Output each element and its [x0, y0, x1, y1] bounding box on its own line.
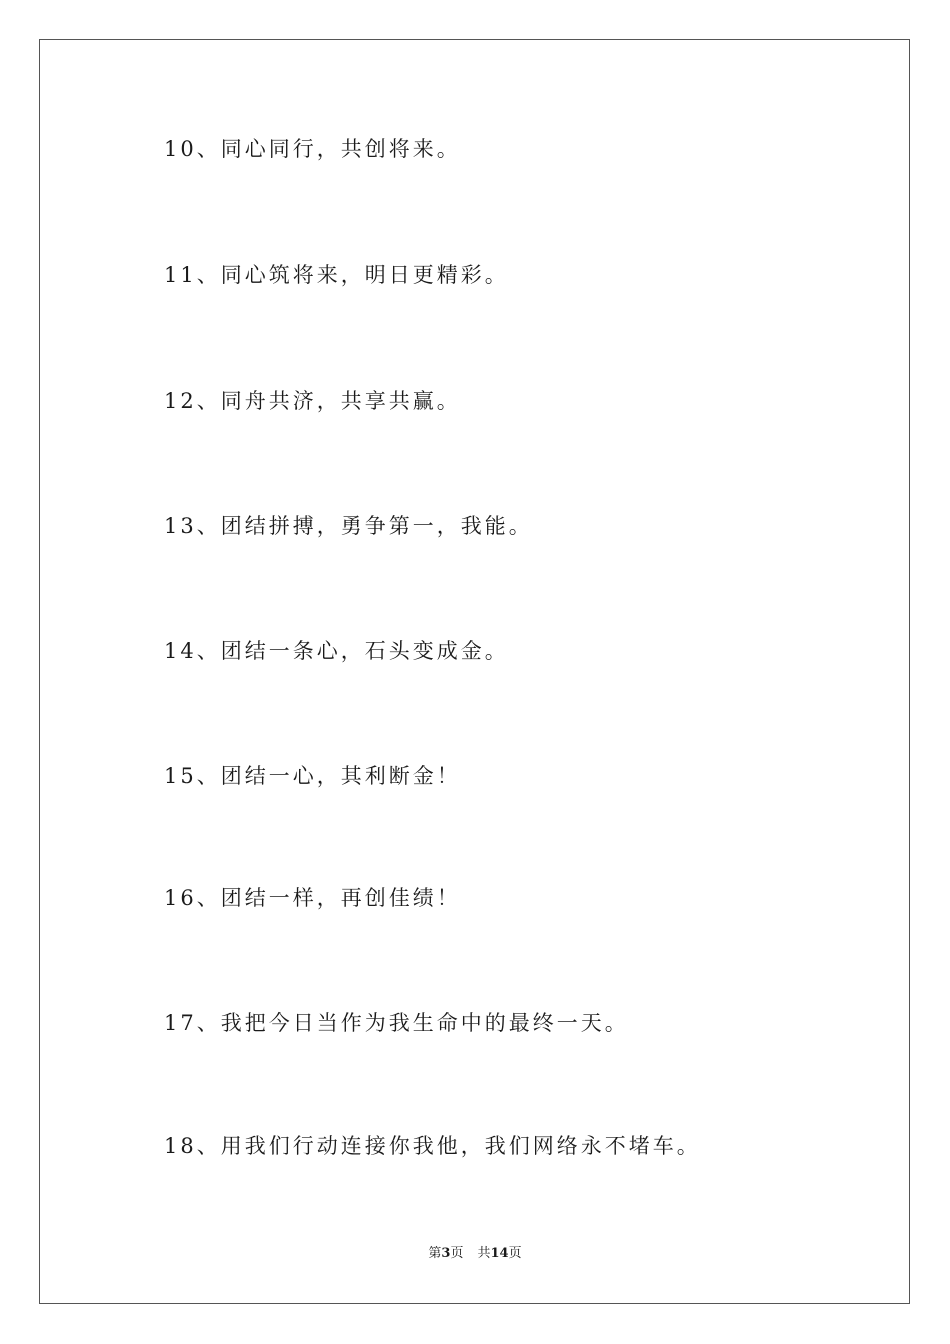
list-item: 12、同舟共济，共享共赢。 [164, 389, 461, 413]
page-prefix: 第 [428, 1246, 442, 1261]
total-pages: 14 [490, 1246, 509, 1261]
page-footer [0, 1245, 950, 1263]
page-suffix: 页 [450, 1246, 464, 1261]
page-number: 3 [441, 1246, 451, 1261]
page-border [39, 39, 910, 1304]
list-item: 13、团结拼搏，勇争第一，我能。 [164, 514, 533, 538]
list-item: 17、我把今日当作为我生命中的最终一天。 [164, 1011, 629, 1035]
total-prefix: 共 [477, 1246, 491, 1261]
list-item: 15、团结一心，其利断金！ [164, 764, 461, 788]
total-suffix: 页 [508, 1246, 522, 1261]
list-item: 14、团结一条心，石头变成金。 [164, 639, 509, 663]
list-item: 18、用我们行动连接你我他，我们网络永不堵车。 [164, 1134, 701, 1158]
list-item: 11、同心筑将来，明日更精彩。 [164, 263, 509, 287]
list-item: 10、同心同行，共创将来。 [164, 137, 461, 161]
list-item: 16、团结一样，再创佳绩！ [164, 886, 461, 910]
